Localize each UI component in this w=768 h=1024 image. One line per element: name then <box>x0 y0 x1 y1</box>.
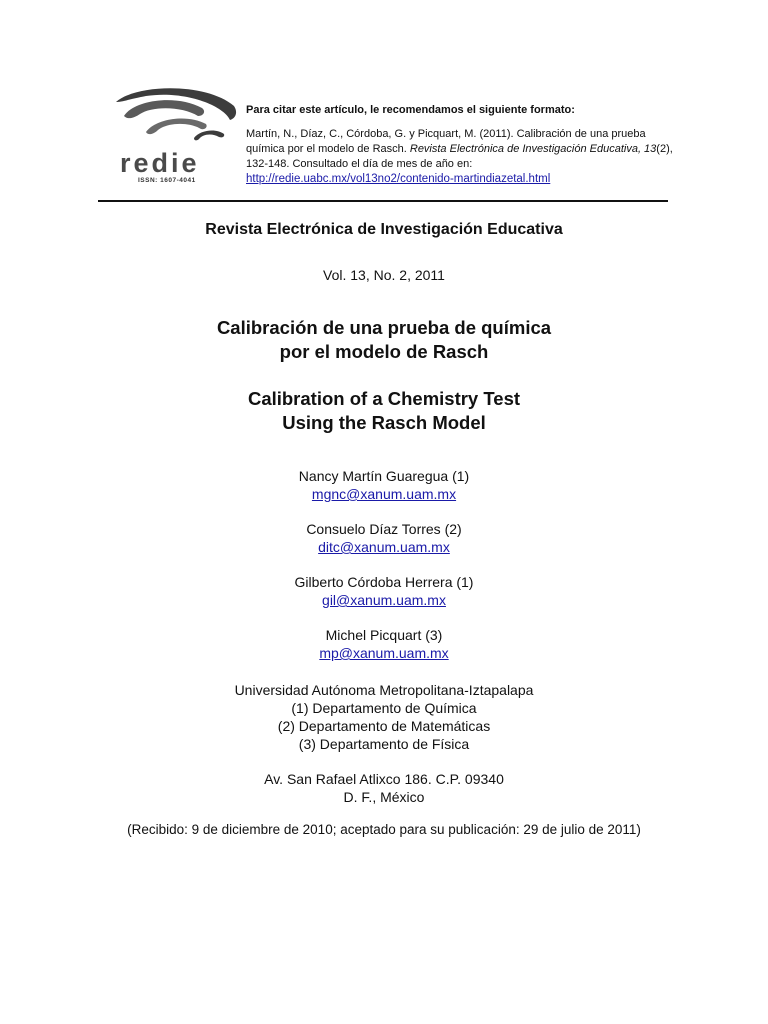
citation-pages: (2), 132-148. Consultado el día de mes de año en: <box>246 143 673 170</box>
address-line-1: Av. San Rafael Atlixco 186. C.P. 09340 <box>264 771 504 787</box>
author-name: Gilberto Córdoba Herrera (1) <box>294 574 474 590</box>
author-entry <box>0 520 768 556</box>
citation-heading: Para citar este artículo, le recomendamos el siguiente formato: <box>246 104 575 116</box>
title-english-line-1: Calibration of a Chemistry Test <box>247 388 521 409</box>
department-3: (3) Departamento de Física <box>298 736 470 752</box>
title-spanish <box>0 316 768 364</box>
author-list <box>0 467 768 679</box>
address-block <box>0 770 768 806</box>
header-divider <box>98 200 668 202</box>
author-name: Michel Picquart (3) <box>325 627 443 643</box>
author-email-link[interactable]: gil@xanum.uam.mx <box>322 592 446 608</box>
author-entry <box>0 626 768 662</box>
logo-issn: ISSN: 1607-4041 <box>138 177 196 184</box>
title-english-line-2: Using the Rasch Model <box>282 412 486 433</box>
citation-reference <box>246 127 676 172</box>
author-entry <box>0 467 768 503</box>
author-email-link[interactable]: mgnc@xanum.uam.mx <box>311 486 457 502</box>
citation-block <box>246 103 676 187</box>
department-2: (2) Departamento de Matemáticas <box>277 718 491 734</box>
journal-name: Revista Electrónica de Investigación Educativa <box>205 221 563 238</box>
author-email-link[interactable]: ditc@xanum.uam.mx <box>318 539 450 555</box>
title-spanish-line-1: Calibración de una prueba de química <box>216 317 552 338</box>
logo-wordmark: redie <box>120 148 200 178</box>
volume-info: Vol. 13, No. 2, 2011 <box>323 267 445 283</box>
received-accepted-dates: (Recibido: 9 de diciembre de 2010; aceptado para su publicación: 29 de julio de 2011) <box>127 822 641 837</box>
redie-swirl-graphic <box>106 86 244 150</box>
redie-logo <box>106 86 244 190</box>
citation-authors-title: Martín, N., Díaz, C., Córdoba, G. y Picquart, M. (2011). Calibración de una prueba química por el modelo de Rasch. <box>246 128 646 155</box>
title-english <box>0 387 768 435</box>
title-spanish-line-2: por el modelo de Rasch <box>279 341 489 362</box>
university-name: Universidad Autónoma Metropolitana-Iztapalapa <box>234 682 534 698</box>
citation-url-link[interactable]: http://redie.uabc.mx/vol13no2/contenido-martindiazetal.html <box>246 173 551 185</box>
address-line-2: D. F., México <box>343 789 425 805</box>
affiliation-block <box>0 681 768 753</box>
author-entry <box>0 573 768 609</box>
author-email-link[interactable]: mp@xanum.uam.mx <box>319 645 449 661</box>
department-1: (1) Departamento de Química <box>291 700 477 716</box>
author-name: Nancy Martín Guaregua (1) <box>298 468 470 484</box>
author-name: Consuelo Díaz Torres (2) <box>306 521 462 537</box>
citation-journal: Revista Electrónica de Investigación Educativa, 13 <box>409 143 657 155</box>
